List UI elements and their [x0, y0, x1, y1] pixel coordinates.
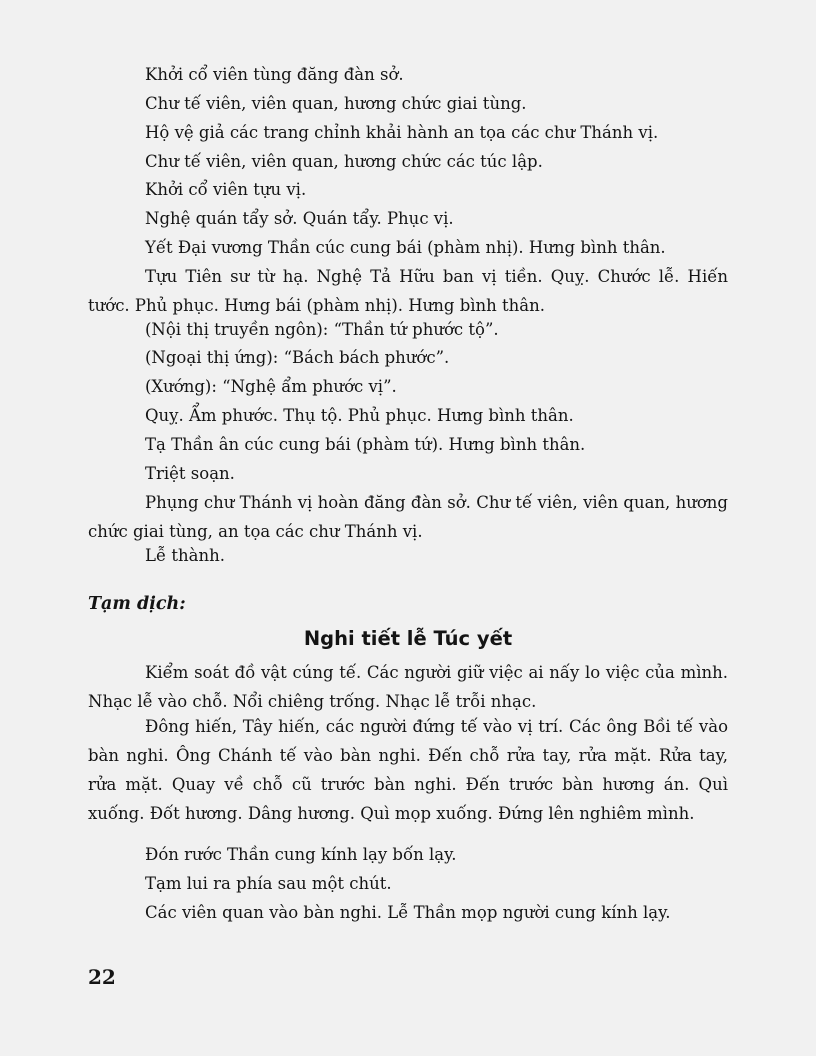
section-heading: Tạm dịch:	[88, 594, 186, 614]
ritual-line: Triệt soạn.	[145, 464, 235, 483]
ritual-line: Khởi cổ viên tựu vị.	[145, 180, 307, 199]
translation-line: Đón rước Thần cung kính lạy bốn lạy.	[145, 845, 457, 864]
ritual-line: Tạ Thần ân cúc cung bái (phàm tứ). Hưng bình thân.	[145, 435, 586, 454]
ritual-line: (Ngoại thị ứng): “Bách bách phước”.	[145, 348, 450, 367]
ritual-line: Lễ thành.	[145, 546, 225, 565]
ritual-line: Khởi cổ viên tùng đăng đàn sở.	[145, 65, 404, 84]
ritual-line: Yết Đại vương Thần cúc cung bái (phàm nhị). Hưng bình thân.	[145, 238, 666, 257]
translation-paragraph: Kiểm soát đồ vật cúng tế. Các người giữ việc ai nấy lo việc của mình. Nhạc lễ vào chỗ. Nổi chiêng trống. Nhạc lễ trỗi nhạc.	[88, 663, 728, 711]
ritual-paragraph: Tựu Tiên sư từ hạ. Nghệ Tả Hữu ban vị tiền. Quỵ. Chước lễ. Hiến tước. Phủ phục. Hưng bái (phàm nhị). Hưng bình thân.	[88, 267, 728, 315]
section-title: Nghi tiết lễ Túc yết	[303, 627, 513, 650]
ritual-line: Quỵ. Ẩm phước. Thụ tộ. Phủ phục. Hưng bình thân.	[145, 406, 574, 425]
ritual-line: (Xướng): “Nghệ ẩm phước vị”.	[145, 377, 397, 396]
ritual-line: Nghệ quán tẩy sở. Quán tẩy. Phục vị.	[145, 209, 454, 228]
ritual-paragraph: Phụng chư Thánh vị hoàn đăng đàn sở. Chư tế viên, viên quan, hương chức giai tùng, an tọa các chư Thánh vị.	[88, 493, 728, 541]
translation-line: Tạm lui ra phía sau một chút.	[145, 874, 392, 893]
translation-paragraph: Đông hiến, Tây hiến, các người đứng tế vào vị trí. Các ông Bồi tế vào bàn nghi. Ông Chánh tế vào bàn nghi. Đến chỗ rửa tay, rửa mặt. Rửa tay, rửa mặt. Quay về chỗ cũ trước bàn nghi. Đến trước bàn hương án. Quì xuống. Đốt hương. Dâng hương. Quì mọp xuống. Đứng lên nghiêm mình.	[88, 717, 728, 823]
translation-line: Các viên quan vào bàn nghi. Lễ Thần mọp người cung kính lạy.	[145, 903, 671, 922]
ritual-line: Hộ vệ giả các trang chỉnh khải hành an tọa các chư Thánh vị.	[145, 123, 659, 142]
ritual-line: Chư tế viên, viên quan, hương chức các túc lập.	[145, 152, 543, 171]
page-number: 22	[88, 965, 116, 989]
ritual-line: (Nội thị truyền ngôn): “Thần tứ phước tộ”.	[145, 320, 499, 339]
ritual-line: Chư tế viên, viên quan, hương chức giai tùng.	[145, 94, 527, 113]
